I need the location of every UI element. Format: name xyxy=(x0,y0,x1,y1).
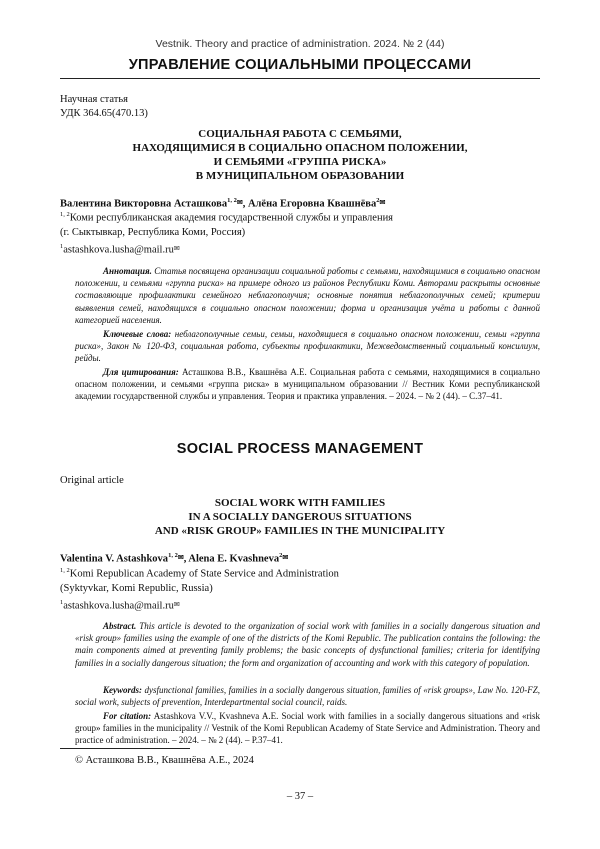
section-title-en: SOCIAL PROCESS MANAGEMENT xyxy=(60,441,540,457)
citation-en xyxy=(75,710,540,747)
affiliation-en xyxy=(60,564,339,613)
article-title-ru xyxy=(60,127,540,183)
author-separator: , xyxy=(184,554,189,565)
section-divider-ru xyxy=(60,78,540,79)
title-line: SOCIAL WORK WITH FAMILIES xyxy=(60,496,540,510)
author-name: Валентина Викторовна Асташкова xyxy=(60,199,227,210)
email-link[interactable]: astashkova.lusha@mail.ru xyxy=(63,600,174,611)
author-separator: , xyxy=(243,199,248,210)
mail-icon: ✉ xyxy=(379,199,385,207)
abstract-ru xyxy=(75,265,540,326)
mail-icon: ✉ xyxy=(174,244,180,252)
email-sup: 1 xyxy=(60,243,63,250)
affil-line: Komi Republican Academy of State Service and Administration xyxy=(70,569,339,580)
copyright-note: © Асташкова В.В., Квашнёва А.Е., 2024 xyxy=(75,754,254,768)
affiliation-ru xyxy=(60,208,393,257)
title-line: В МУНИЦИПАЛЬНОМ ОБРАЗОВАНИИ xyxy=(60,169,540,183)
title-line: IN A SOCIALLY DANGEROUS SITUATIONS xyxy=(60,510,540,524)
author-name: Valentina V. Astashkova xyxy=(60,554,168,565)
keywords-label: Ключевые слова: xyxy=(103,329,171,339)
author-sup: 2 xyxy=(279,552,282,559)
affil-line: (г. Сыктывкар, Республика Коми, Россия) xyxy=(60,226,393,240)
author-sup: 1, 2 xyxy=(168,552,178,559)
author-name: Alena E. Kvashneva xyxy=(188,554,279,565)
citation-label: For citation: xyxy=(103,711,151,721)
title-line: И СЕМЬЯМИ «ГРУППА РИСКА» xyxy=(60,155,540,169)
section-title-ru: УПРАВЛЕНИЕ СОЦИАЛЬНЫМИ ПРОЦЕССАМИ xyxy=(60,57,540,73)
citation-ru xyxy=(75,366,540,403)
mail-icon: ✉ xyxy=(174,600,180,608)
footnote-divider xyxy=(60,748,190,749)
affil-line: Коми республиканская академия государственной службы и управления xyxy=(70,213,393,224)
keywords-text: неблагополучные семьи, семьи, находящиеся в социально опасном положении, семьи «группа риска», Закон № 120-ФЗ, социальная работа, субъекты профилактики, Межведомственный социальный консилиум, рейды. xyxy=(75,329,540,363)
article-title-en xyxy=(60,496,540,538)
page-number: – 37 – xyxy=(0,790,600,804)
abstract-text: This article is devoted to the organization of social work with families in a socially dangerous situation and «risk group» families using the example of one of the districts of the Komi Republic. The publication contains the following: the main components aimed at preventing family problems; the basic concepts of dysfunctional families; criteria for identifying families in a socially dangerous situation; the form and organization of accounting and work with this category of population. xyxy=(75,621,540,668)
running-header: Vestnik. Theory and practice of administration. 2024. № 2 (44) xyxy=(0,38,600,50)
article-type-ru: Научная статья xyxy=(60,93,128,107)
keywords-en xyxy=(75,684,540,708)
title-line: НАХОДЯЩИМИСЯ В СОЦИАЛЬНО ОПАСНОМ ПОЛОЖЕНИИ, xyxy=(60,141,540,155)
keywords-ru xyxy=(75,328,540,365)
abstract-text: Статья посвящена организации социальной работы с семьями, находящимися в социально опасном положении, и семьями «группа риска» на примере одного из районов Республики Коми. Авторами раскрыты основные составляющие профилактики семейного неблагополучия; основные понятия неблагополучных семей; критерии выявления семей, находящихся в социально опасном положении; форма и организация учёта и работы с данной категорией населения. xyxy=(75,266,540,325)
author-name: Алёна Егоровна Квашнёва xyxy=(248,199,376,210)
author-sup: 2 xyxy=(376,197,379,204)
email-link[interactable]: astashkova.lusha@mail.ru xyxy=(63,244,174,255)
title-line: СОЦИАЛЬНАЯ РАБОТА С СЕМЬЯМИ, xyxy=(60,127,540,141)
affil-line: (Syktyvkar, Komi Republic, Russia) xyxy=(60,582,339,596)
article-type-en: Original article xyxy=(60,474,124,488)
affil-sup: 1, 2 xyxy=(60,567,70,574)
mail-icon: ✉ xyxy=(237,199,243,207)
abstract-label: Abstract. xyxy=(103,621,136,631)
mail-icon: ✉ xyxy=(282,554,288,562)
abstract-en xyxy=(75,620,540,669)
email-sup: 1 xyxy=(60,599,63,606)
title-line: AND «RISK GROUP» FAMILIES IN THE MUNICIPALITY xyxy=(60,524,540,538)
citation-label: Для цитирования: xyxy=(103,367,179,377)
author-sup: 1, 2 xyxy=(227,197,237,204)
abstract-label: Аннотация. xyxy=(103,266,152,276)
keywords-text: dysfunctional families, families in a socially dangerous situation, families of «risk groups», Law No. 120-FZ, social work, subjects of prevention, Interdepartmental social council, raids. xyxy=(75,685,540,707)
affil-sup: 1, 2 xyxy=(60,211,70,218)
citation-text: Astashkova V.V., Kvashneva A.E. Social work with families in a socially dangerous situations and «risk group» families in the municipality // Vestnik of the Komi Republican Academy of State Service and Administration. Theory and practice of administration. – 2024. – № 2 (44). – P.37–41. xyxy=(75,711,540,745)
mail-icon: ✉ xyxy=(178,554,184,562)
citation-text: Асташкова В.В., Квашнёва А.Е. Социальная работа с семьями, находящимися в социально опасном положении, и семьями «группа риска» в муниципальном образовании // Вестник Коми республиканской академии государственной службы и управления. Теория и практика управления. – 2024. – № 2 (44). – С.37–41. xyxy=(75,367,540,401)
udc-code: УДК 364.65(470.13) xyxy=(60,107,148,121)
keywords-label: Keywords: xyxy=(103,685,142,695)
